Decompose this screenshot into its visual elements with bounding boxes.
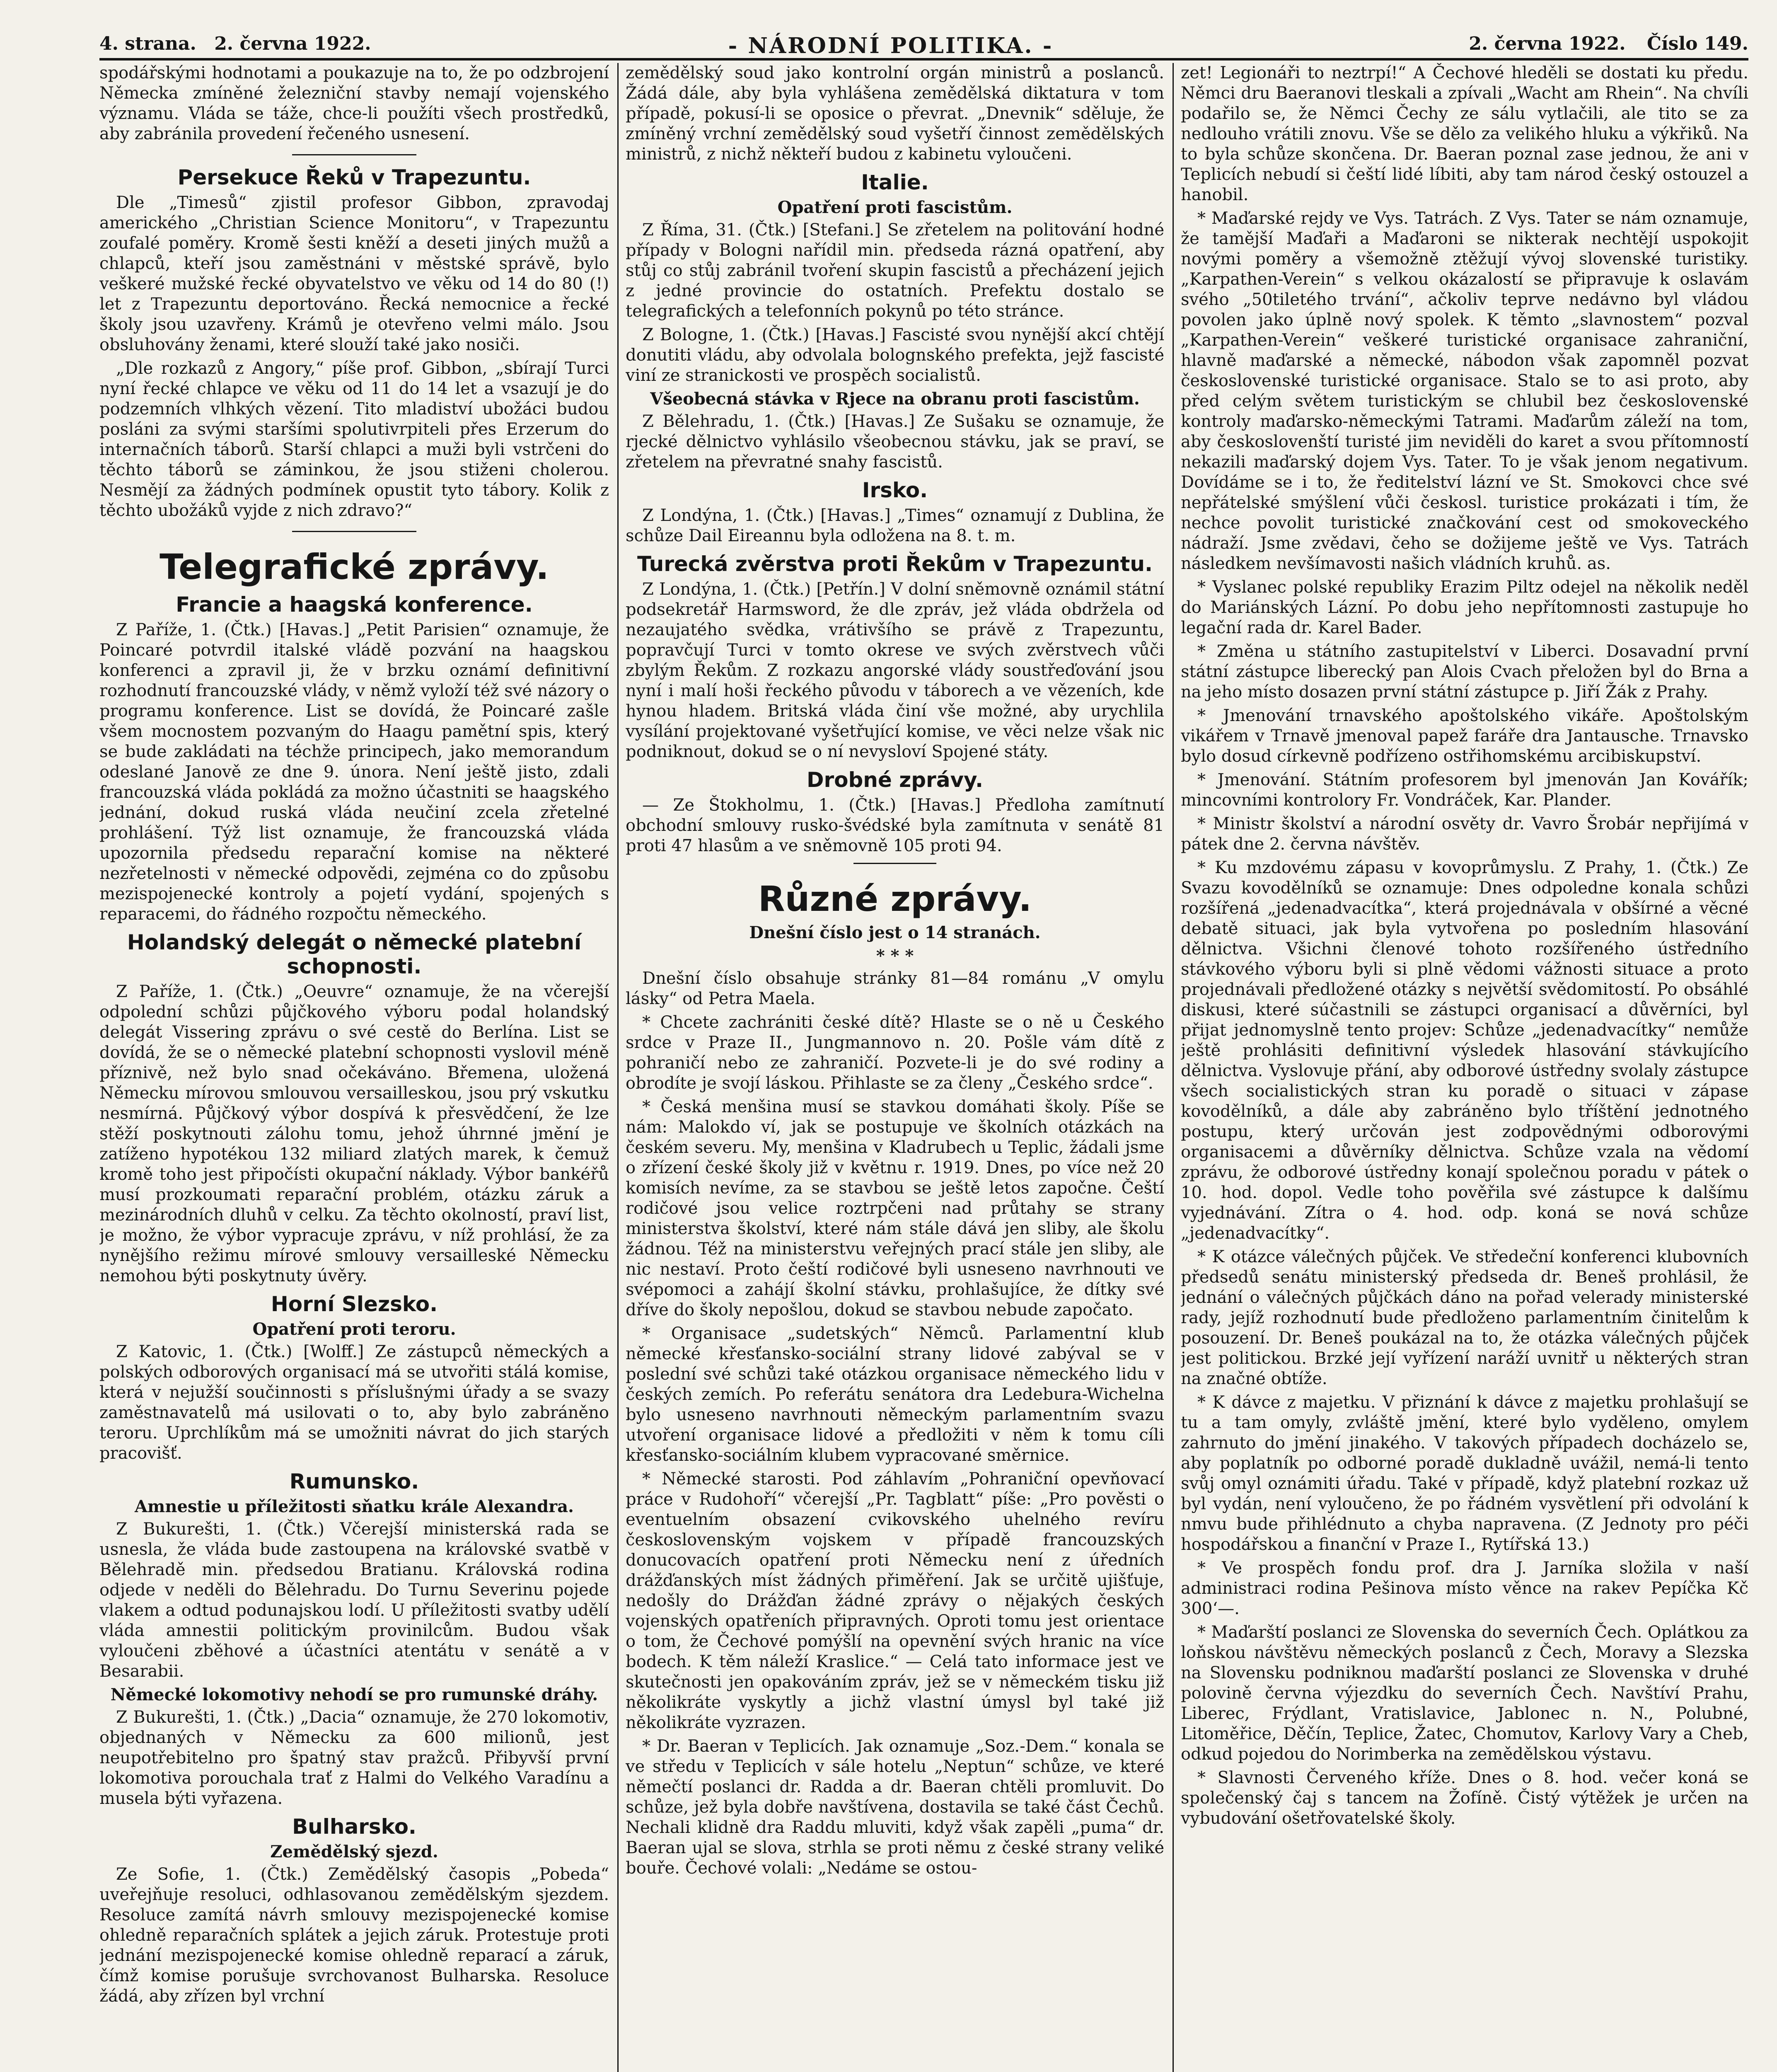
article-text: * Ministr školství a národní osvěty dr. Vavro Šrobár nepřijímá v pátek dne 2. června návštěv. — [1181, 814, 1748, 854]
header-date-left: 2. června 1922. — [214, 33, 371, 54]
article-text: * Jmenování. Státním profesorem byl jmenován Jan Kovářík; mincovními kontrolory Fr. Vondráček, Kar. Plander. — [1181, 770, 1748, 810]
page-header — [99, 17, 1748, 61]
article-text: Z Bukurešti, 1. (Čtk.) „Dacia“ oznamuje, že 270 lokomotiv, objednaných v Německu za 600 milionů, jest neupotřebitelno pro špatný stav pražců. Přibyvší první lokomotiva porouchala trať z Halmi do Velkého Varadínu a musela býti vyřazena. — [99, 1708, 609, 1808]
divider — [853, 863, 936, 864]
article-text: Z Londýna, 1. (Čtk.) [Petřín.] V dolní sněmovně oznámil státní podsekretář Harmsword, že dle zpráv, jež vláda obdržela od nezaujatého svědka, vrátivšího se právě z Trapezuntu, popravčují Turci v tomto okrese ve svých zvěrstvech vůči zbylým Řekům. Z rozkazu angorské vlády soustřeďování jsou nyní i malí hoši řeckého původu v táborech a ve vězeních, kde hynou hladem. Britská vláda činí vše možné, aby urychlila vysílání projektované vyšetřující komise, ve věci nelze však nic podniknout, dokud se o ní nevysloví Spojené státy. — [626, 580, 1164, 761]
article-text: spodářskými hodnotami a poukazuje na to, že po odzbrojení Německa zmíněné železniční stavby nemají vojenského významu. Vláda se táže, chce-li použíti všech prostředků, aby zabránila provedení řečeného usnesení. — [99, 63, 609, 143]
article-text: * Ve prospěch fondu prof. dra J. Jarníka složila v naší administraci rodina Pešinova místo věnce na rakev Pepíčka Kč 300‘—. — [1181, 1559, 1748, 1618]
divider — [292, 531, 416, 532]
headline: Irsko. — [862, 478, 928, 502]
divider — [292, 154, 416, 155]
headline: Persekuce Řeků v Trapezuntu. — [177, 165, 531, 189]
page-number-date — [99, 33, 371, 54]
headline: Drobné zprávy. — [806, 768, 984, 792]
article-text: * Maďarské rejdy ve Vys. Tatrách. Z Vys. Tater se nám oznamuje, že tamější Maďaři a Maďaroni se nikterak nechtějí uspokojit novými poměry a všemožně ztěžují vývoj slovenské turistiky. „Karpathen-Verein“ s velkou okázalostí se připravuje k oslavám svého „50tiletého trvání“, ačkoliv teprve nedávno byl vládou povolen jako úplně nový spolek. K těmto „slavnostem“ pozval „Karpathen-Verein“ veškeré turistické organisace zahraniční, hlavně maďarské a německé, nábodon však zapomněl pozvat československé turistické organisace. Stalo se to asi proto, aby před celým světem turistickým se chlubil bez československé kontroly maďarsko-německými Tatrami. Maďarům záleží na tom, aby českoslovenští turisté jim neviděli do karet a svou přítomností nekazili maďarský dojem Vys. Tater. To je však jenom negativum. Dovídáme se i to, že ředitelství lázní ve St. Smokovci chce své nepřátelské smýšlení vůči českosl. turistice prokázati i tím, že nechce povolit turistické značkování cest od smokoveckého nádraží. Jsme zvědavi, čeho se dožijeme ještě ve Vys. Tatrách následkem nevšímavosti našich vládních kruhů. as. — [1181, 209, 1748, 573]
subheadline: Zemědělský sjezd. — [270, 1842, 438, 1861]
article-text: * Vyslanec polské republiky Erazim Piltz odejel na několik neděl do Mariánských Lázní. Po dobu jeho nepřítomnosti zastupuje ho legační rada dr. Karel Bader. — [1181, 578, 1748, 637]
article-text: „Dle rozkazů z Angory,“ píše prof. Gibbon, „sbírají Turci nyní řecké chlapce ve věku od 11 do 14 let a vsazují je do podzemních vlhkých vězení. Tito mladiství ubožáci budou posláni za svými staršími spolutivrpiteli přes Erzerum do internačních táborů. Starší chlapci a muži byli vstrčeni do těchto táborů se záminkou, že jsou stiženi cholerou. Nesmějí za žádných podmínek opustit tyto tábory. Kolik z těchto ubožáků vyjde z nich zdravo?“ — [99, 359, 609, 520]
headline: Francie a haagská konference. — [176, 593, 533, 617]
article-text: Ze Sofie, 1. (Čtk.) Zemědělský časopis „Pobeda“ uveřejňuje resoluci, odhlasovanou zemědělským sjezdem. Resoluce zamítá návrh smlouvy mezispojenecké komise ohledně reparačních splátek a jejich záruk. Protestuje proti jednání mezispojenecké komise ohledně reparací a záruk, čímž komise porušuje svrchovanost Bulharska. Resoluce žádá, aby zřízen byl vrchní — [99, 1865, 609, 2006]
headline: Turecká zvěrstva proti Řekům v Trapezuntu. — [637, 552, 1153, 576]
article-text: * Chcete zachrániti české dítě? Hlaste se o ně u Českého srdce v Praze II., Jungmannovo n. 20. Pošle vám dítě z pohraničí nebo ze zahraničí. Pozvete-li je do své rodiny a obrodíte je svojí láskou. Přihlaste se za členy „Českého srdce“. — [626, 1013, 1164, 1093]
article-text: * Změna u státního zastupitelství v Liberci. Dosavadní první státní zástupce liberecký pan Alois Cvach přeložen byl do Brna a na jeho místo dosazen první státní zástupce p. Jiří Žák z Prahy. — [1181, 642, 1748, 702]
article-text: zet! Legionáři to neztrpí!“ A Čechové hleděli se dostati ku předu. Němci dru Baeranovi tleskali a zpívali „Wacht am Rhein“. Na chvíli podařilo se, že Němci Čechy ze sálu vytlačili, ale tito se za nedlouho vrátili znovu. Vše se dělo za velikého hluku a výkřiků. Na to byla schůze skončena. Dr. Baeran poznal zase jednou, že ani v Teplicích nebudí si čeští lidé líbiti, aby tam národ český ostouzel a hanobil. — [1181, 63, 1748, 204]
article-text: Z Bukurešti, 1. (Čtk.) Včerejší ministerská rada se usnesla, že vláda bude zastoupena na královské svatbě v Bělehradě min. předsedou Bratianu. Královská rodina odjede v neděli do Bělehradu. Do Turnu Severinu pojede vlakem a odtud podunajskou lodí. U příležitosti svatby udělí vláda amnestii politickým provinilcům. Budou však vyloučeni zběhové a účastníci atentátu v senátě a v Besarabii. — [99, 1520, 609, 1681]
article-text: Dle „Timesů“ zjistil profesor Gibbon, zpravodaj amerického „Christian Science Monitoru“, v Trapezuntu zoufalé poměry. Kromě šesti kněží a deseti jiných mužů a chlapců, kteří jsou zaměstnáni v městské správě, bylo veškeré mužské řecké obyvatelstvo ve věku od 14 do 80 (!) let z Trapezuntu deportováno. Řecká nemocnice a řecké školy jsou uzavřeny. Krámů je otevřeno velmi málo. Jsou obsluhovány ženami, které slouží také jako nosiči. — [99, 193, 609, 354]
column-1 — [99, 63, 609, 2072]
article-text: Dnešní číslo obsahuje stránky 81—84 románu „V omylu lásky“ od Petra Maela. — [626, 969, 1164, 1008]
date-issue — [1469, 33, 1748, 54]
article-text: Z Paříže, 1. (Čtk.) [Havas.] „Petit Parisien“ oznamuje, že Poincaré potvrdil italské vládě pozvání na haagskou konferenci a zpravil ji, že v brzku oznámí definitivní rozhodnutí francouzské vlády, v němž vyloží též své názory o programu konference. List se dovídá, že Poincaré zašle všem mocnostem pozvaným do Haagu pamětní spis, který se bude zakládati na téchže principech, jako memorandum odeslané Janově ze dne 9. února. Není ještě jisto, zdali francouzská vláda pokládá za možno účastniti se haagského jednání, dokud ruská vláda neučiní zcela zřetelné prohlášení. Týž list oznamuje, že francouzská vláda upozornila předsedu reparační komise na některé nezřetelnosti v německé odpovědi, zejména co do způsobu mezispojenecké kontroly a pojetí vydání, spojených s reparacemi, do řádného rozpočtu německého. — [99, 620, 609, 924]
article-text: Z Katovic, 1. (Čtk.) [Wolff.] Ze zástupců německých a polských odborových organisací má se utvořiti stálá komise, která v nejužší součinnosti s příslušnými úřady a se svazy zaměstnavatelů má usilovati o to, aby bylo zabráněno teroru. Uprchlíkům má se umožniti návrat do jich starých pracovišť. — [99, 1342, 609, 1463]
article-text: Z Říma, 31. (Čtk.) [Stefani.] Se zřetelem na politování hodné případy v Bologni nařídil min. předseda rázná opatření, aby stůj co stůj zabránil tvoření skupin fascistů a přecházení jejich z jedné provincie do ostatních. Prefektu dostalo se telegrafických a telefonních pokynů po této stránce. — [626, 220, 1164, 321]
article-text: * Jmenování trnavského apoštolského vikáře. Apoštolským vikářem v Trnavě jmenoval papež faráře dra Jantausche. Trnavsko bylo dosud církevně podřízeno ostřihomskému arcibiskupství. — [1181, 706, 1748, 766]
headline: Rumunsko. — [289, 1469, 419, 1493]
article-text: zemědělský soud jako kontrolní orgán ministrů a poslanců. Žádá dále, aby byla vyhlášena zemědělská diktatura v tom případě, pokusí-li se oposice o převrat. „Dnevnik“ sděluje, že zmíněný vrchní zemědělský soud vyšetří činnost zemědělských ministrů, z nichž někteří budou z kabinetu vyloučeni. — [626, 63, 1164, 164]
section-title: Různé zprávy. — [758, 879, 1032, 919]
article-text: * Německé starosti. Pod záhlavím „Pohraniční opevňovací práce v Rudohoří“ včerejší „Pr. Tagblatt“ píše: „Pro pověsti o eventuelním obsazení cvikovského uhelného revíru československým vojskem v případě francouzských donucovacích opatření proti Německu není z úředních drážďanských míst žádných přiměření. Jak se určitě ujišťuje, nedošly do Drážďan žádné zprávy o nějakých českých vojenských opatřeních připravných. Oproti tomu jest orientace o tom, že Čechové pomýšlí na opevnění svých hranic na více bodech. K těm náleží Kraslice.“ — Celá tato informace jest ve skutečnosti jen opakováním zpráv, jež se v německém tisku již několikráte vyskytly a jichž vlastní úmysl byl také již několikráte vyzrazen. — [626, 1469, 1164, 1732]
article-text: * Slavnosti Červeného kříže. Dnes o 8. hod. večer koná se společenský čaj s tancem na Žofíně. Čistý výtěžek je určen na vybudování ošetřovatelské školy. — [1181, 1768, 1748, 1828]
column-2 — [626, 63, 1164, 2072]
article-text: — Ze Štokholmu, 1. (Čtk.) [Havas.] Předloha zamítnutí obchodní smlouvy rusko-švédské byla zamítnuta v senátě 81 proti 47 hlasům a ve sněmovně 105 proti 94. — [626, 796, 1164, 855]
article-text: Z Londýna, 1. (Čtk.) [Havas.] „Times“ oznamují z Dublina, že schůze Dail Eireannu byla odložena na 8. t. m. — [626, 506, 1164, 545]
issue-number: Číslo 149. — [1646, 33, 1748, 54]
section-title: Telegrafické zprávy. — [160, 547, 549, 587]
article-text: * Dr. Baeran v Teplicích. Jak oznamuje „Soz.-Dem.“ konala se ve středu v Teplicích v sále hotelu „Neptun“ schůze, ve které němečtí poslanci dr. Radda a dr. Baeran chtěli promluvit. Do schůze, jež byla dobře navštívena, dostavila se také část Čechů. Nechali klidně dra Raddu mluviti, když však zapěli „puma“ dr. Baeran ujal se slova, strhla se proti němu z české strany veliké bouře. Čechové volali: „Nedáme se ostou- — [626, 1737, 1164, 1878]
subheadline: Amnestie u příležitosti sňatku krále Alexandra. — [135, 1497, 574, 1516]
subheadline: Dnešní číslo jest o 14 stranách. — [749, 923, 1041, 942]
column-3 — [1181, 63, 1748, 2072]
article-text: Z Paříže, 1. (Čtk.) „Oeuvre“ oznamuje, že na včerejší odpolední schůzi půjčkového výboru podal holandský delegát Vissering zprávu o své cestě do Berlína. List se dovídá, že se o německé platební schopnosti vyslovil méně příznivě, než bylo snad očekáváno. Břemena, uložená Německu mírovou smlouvou versailleskou, jsou prý vskutku nesmírná. Půjčkový výbor dospívá k přesvědčení, že lze stěží poskytnouti zálohu tomu, jehož úhrnné jmění je zatíženo hypotékou 132 miliard zlatých marek, k čemuž kromě toho jest připočísti okupační náklady. Výbor bankéřů musí prozkoumati reparační problém, otázku záruk a mezinárodních dluhů v celku. Za těchto okolností, praví list, je možno, že výbor vypracuje zprávu, v níž prohlásí, že za nynějšího režimu mírové smlouvy versailleské Německu nemohou býti poskytnuty úvěry. — [99, 982, 609, 1285]
article-text: * Organisace „sudetských“ Němců. Parlamentní klub německé křesťansko-sociální strany lidové zabýval se v poslední své schůzi také otázkou organisace německého lidu v českých zemích. Po referátu senátora dra Ledebura-Wichelna bylo usneseno navrhnouti německým parlamentním svazu utvoření organisace lidové a předložiti v něm k tomu cíli křesťansko-sociálním klubem vypracované směrnice. — [626, 1324, 1164, 1465]
page-number: 4. strana. — [99, 33, 196, 54]
article-text: * K otázce válečných půjček. Ve středeční konferenci klubovních předsedů senátu ministerský předseda dr. Beneš prohlásil, že jednání o válečných půjčkách dáno na pořad velerady ministerské rady, jejíž rozhodnutí bude předloženo parlamentním činitelům k posouzení. Dr. Beneš poukázal na to, že otázka válečných půjček jest politickou. Brzké její vyřízení naráží uvnitř u některých stran na značné obtíže. — [1181, 1247, 1748, 1388]
newspaper-title: - NÁRODNÍ POLITIKA. - — [728, 33, 1054, 58]
columns — [99, 63, 1748, 2072]
article-text: * Ku mzdovému zápasu v kovoprůmyslu. Z Prahy, 1. (Čtk.) Ze Svazu kovodělníků se oznamuje: Dnes odpoledne konala schůzi rozšířená „jedenadvacítka“, která projednávala v obšírné a věcné debatě situaci, jak byla vytvořena po posledním hlasování dělnictva. Všichni členové tohoto rozšířeného ústředního stávkového výboru byli si plně vědomi vážnosti situace a proto projednávali předložené otázky s největší svědomitostí. Po obsáhlé diskusi, které súčastnili se zástupci organisací a důvěrníci, byl přijat jednomyslně tento projev: Schůze „jedenadvacítky“ nemůže ještě prohlásiti definitivní výsledek hlasování stávkujícího dělnictva. Vyslovuje přání, aby odborové ústředny svolaly zástupce všech socialistických stran ku poradě o situaci v zápase kovodělníků, a dále aby zabráněno bylo tříštění jednotného postupu, který určován jest zodpovědnými odborovými organisacemi a důvěrníky dělnictva. Schůze vzala na vědomí zprávu, že odborové ústředny konají společnou poradu v pátek o 10. hod. dopol. Vedle toho pověřila své zástupce k dalšímu vyjednávání. Zítra o 4. hod. odp. koná se nová schůze „jedenadvacítky“. — [1181, 858, 1748, 1243]
subheadline: Opatření proti fascistům. — [777, 198, 1013, 217]
subheadline: Opatření proti teroru. — [252, 1319, 456, 1339]
article-text: Z Bologne, 1. (Čtk.) [Havas.] Fascisté svou nynější akcí chtějí donutiti vládu, aby odvolala bolognského prefekta, jejž fascisté viní ze stranickosti ve prospěch socialistů. — [626, 325, 1164, 385]
article-text: Z Bělehradu, 1. (Čtk.) [Havas.] Ze Sušaku se oznamuje, že rjecké dělnictvo vyhlásilo všeobecnou stávku, jak se praví, se zřetelem na převratné snahy fascistů. — [626, 412, 1164, 472]
headline: Holandský delegát o německé platební schopnosti. — [127, 930, 582, 978]
article-text: * Maďarští poslanci ze Slovenska do severních Čech. Oplátkou za loňskou návštěvu německých poslanců z Čech, Moravy a Slezska na Slovensku podniknou maďarští poslanci ze Slovenska v druhé polovině června výjezdku do severních Čech. Navštíví Prahu, Liberec, Frýdlant, Vratislavice, Jablonec n. N., Polubné, Litoměřice, Děčín, Teplice, Žatec, Chomutov, Karlovy Vary a Cheb, odkud pojedou do Norimberka na zemědělskou výstavu. — [1181, 1623, 1748, 1764]
headline: Italie. — [861, 170, 929, 194]
article-text: * K dávce z majetku. V přiznání k dávce z majetku prohlašují se tu a tam omyly, zvláště jmění, které bylo vyděleno, omylem zahrnuto do jmění jinakého. V takových případech docházelo se, aby poplatník po odborné poradě dukladně uvážil, nemá-li tento svůj omyl oznámiti úřadu. Také v případě, když platební rozkaz už byl vydán, není vyloučeno, že po řádném vysvětlení při odvolání k nmvu bude přihlédnuto a chyba napravena. (Z Jednoty pro péči hospodářskou a finanční v Praze I., Rytířská 13.) — [1181, 1393, 1748, 1554]
newspaper-page — [99, 17, 1748, 2072]
headline: Horní Slezsko. — [271, 1292, 438, 1316]
header-date-right: 2. června 1922. — [1469, 33, 1626, 54]
article-text: * Česká menšina musí se stavkou domáhati školy. Píše se nám: Malokdo ví, jak se postupuje ve školních otázkách na českém severu. My, menšina v Kladrubech u Teplic, žádali jsme o zřízení české školy již v květnu r. 1919. Dnes, po více než 20 komisích nevíme, za se stavbou se ještě letos započne. Čeští rodičové jsou velice roztrpčeni nad průtahy se strany ministerstva školství, které nám stále dává jen sliby, ale školu žádnou. Též na ministerstvu veřejných prací stále jen sliby, ale nic nestaví. Proto čeští rodičové byli usneseno navrhnouti ve svépomoci a zahájí školní stávku, prohlašujíce, že dítky své dříve do školy nepošlou, dokud se stavbou nebude započato. — [626, 1097, 1164, 1319]
subheadline: Všeobecná stávka v Rjece na obranu proti fascistům. — [650, 389, 1140, 409]
headline: Bulharsko. — [292, 1815, 416, 1839]
subheadline: Německé lokomotivy nehodí se pro rumunské dráhy. — [110, 1685, 598, 1704]
ornament-stars: * * * — [876, 946, 914, 966]
